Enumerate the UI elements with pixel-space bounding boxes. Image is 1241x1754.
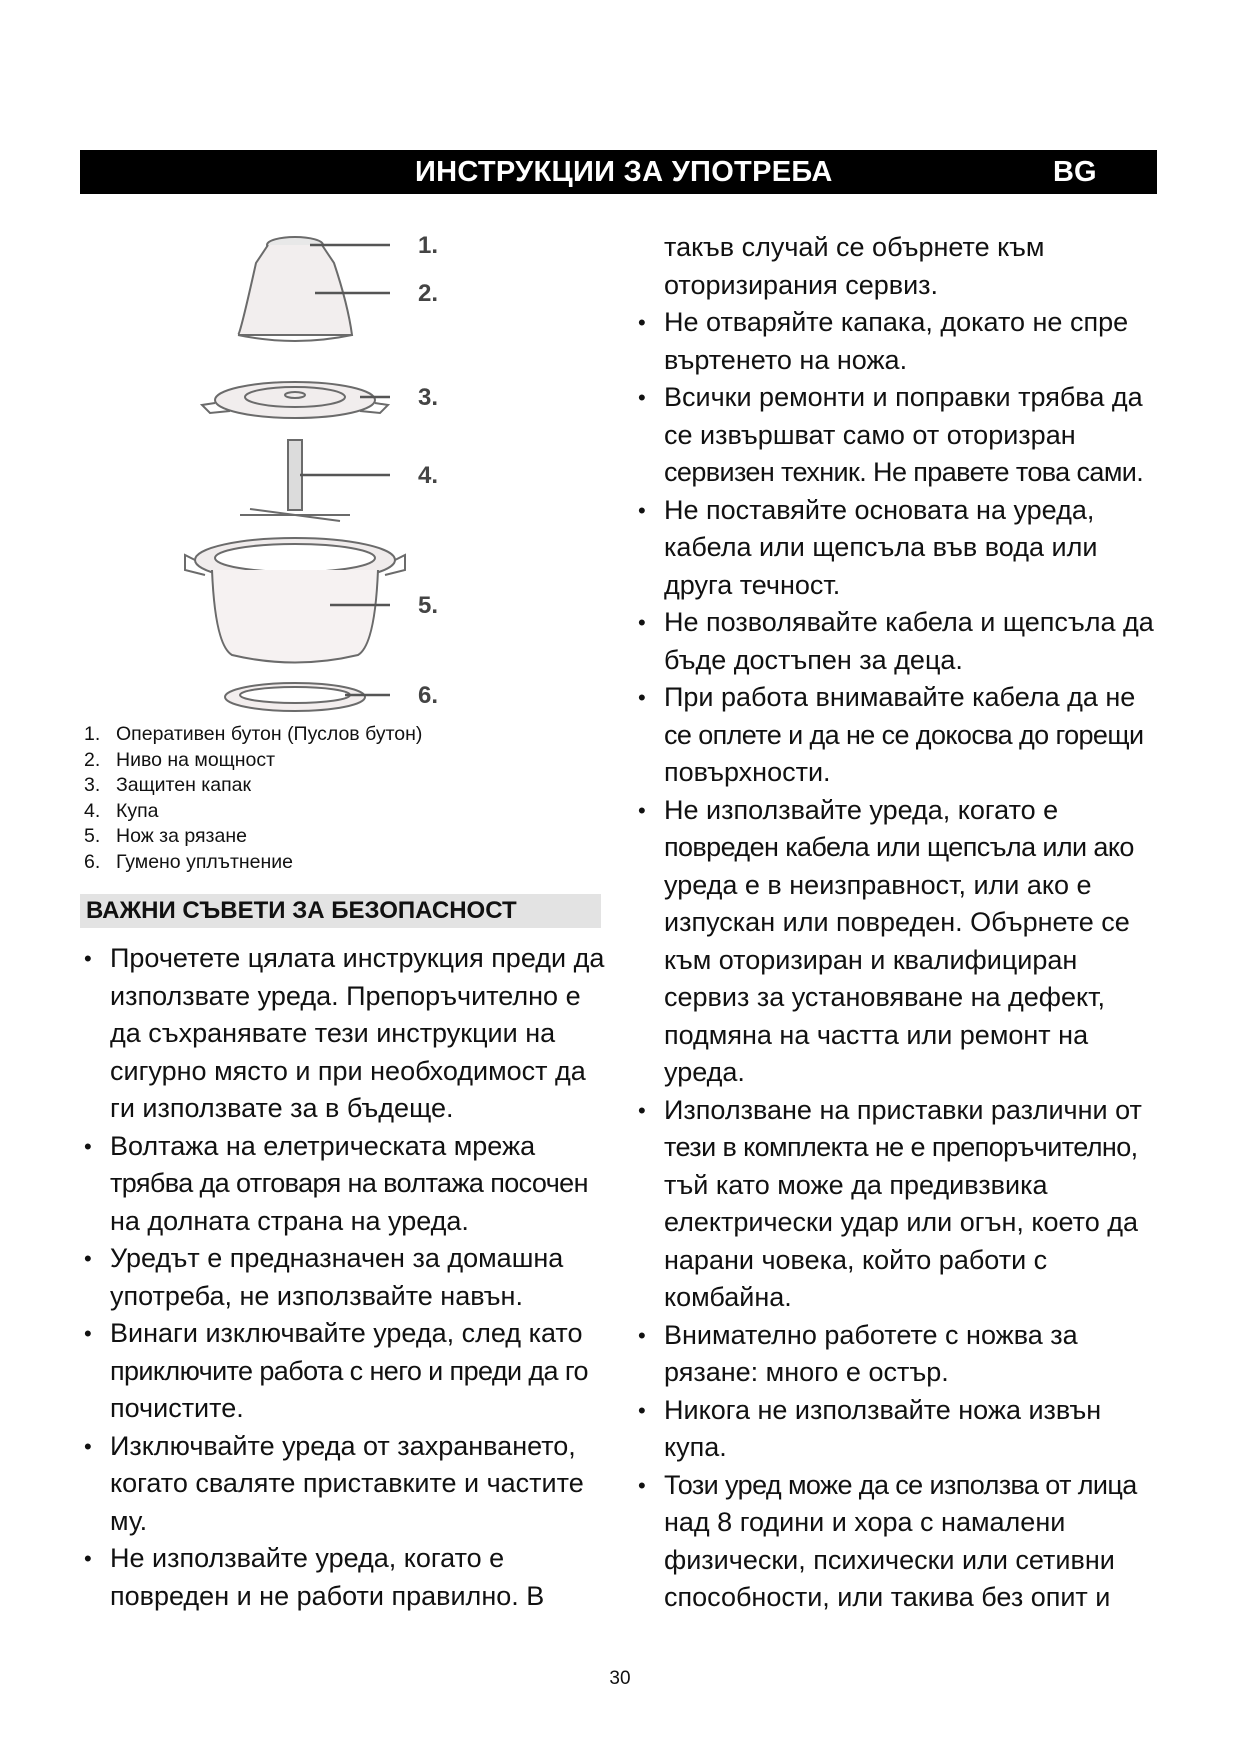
list-item: 6. Гумено уплътнение <box>84 850 293 873</box>
callout-label: 5. <box>418 592 439 619</box>
list-item: • Волтажа на елетрическата мрежа трябва да отговаря на волтажа посочен на долната страна на уреда. <box>82 1128 622 1241</box>
list-item: • Използване на приставки различни от тези в комплекта не е препоръчително, тъй като може да предивзвика електрически удар или огън, което да нарани човека, който работи с комбайна. <box>636 1092 1176 1317</box>
callout-label: 2. <box>418 280 439 307</box>
motor-housing-shape <box>238 245 352 335</box>
list-item: • При работа внимавайте кабела да не се оплете и да не се докосва до горещи повърхности. <box>636 679 1176 792</box>
blade-shaft-shape <box>288 440 302 510</box>
list-item: • Никога не използвайте ножа извън купа. <box>636 1392 1176 1467</box>
list-item: • Не използвайте уреда, когато е повреден и не работи правилно. В <box>82 1540 622 1615</box>
header-bar <box>80 150 1157 194</box>
page-title: ИНСТРУКЦИИ ЗА УПОТРЕБА <box>415 156 833 188</box>
list-item: • Не поставяйте основата на уреда, кабела или щепсъла във вода или друга течност. <box>636 492 1176 605</box>
callout-label: 4. <box>418 462 439 489</box>
list-item: 5. Нож за рязане <box>84 825 247 847</box>
list-item: • Изключвайте уреда от захранването, когато сваляте приставките и частите му. <box>82 1428 622 1541</box>
language-code: BG <box>1053 156 1097 188</box>
bowl-shape <box>212 570 378 663</box>
safety-list-left <box>82 940 622 1615</box>
list-item: • Всички ремонти и поправки трябва да се извършват само от оторизран сервизен техник. Не правете това сами. <box>636 379 1176 492</box>
page-number: 30 <box>609 1668 631 1689</box>
list-item: 3. Защитен капак <box>84 774 252 796</box>
list-item: • Прочетете цялата инструкция преди да използвате уреда. Препоръчително е да съхранявате тези инструкции на сигурно място и при необходимост да ги използвате за в бъдеще. <box>82 940 622 1128</box>
section-heading: ВАЖНИ СЪВЕТИ ЗА БЕЗОПАСНОСТ <box>80 894 601 928</box>
list-item: • Не използвайте уреда, когато е повреден кабела или щепсъла или ако уреда е в неизправност, или ако е изпускан или повреден. Обърнете се към оторизиран и квалифициран сервиз за установяване на дефект, подмяна на частта или ремонт на уреда. <box>636 792 1176 1092</box>
list-item-continuation: такъв случай се обърнете към оторизирания сервиз. <box>664 232 1045 300</box>
list-item: • Не позволявайте кабела и щепсъла да бъде достъпен за деца. <box>636 604 1176 679</box>
list-item: • Този уред може да се използва от лица над 8 години и хора с намалени физически, психически или сетивни способности, или такива без опит и <box>636 1467 1176 1617</box>
list-item: • Внимателно работете с ножва за рязане: много е остър. <box>636 1317 1176 1392</box>
list-item: 4. Купа <box>84 799 159 822</box>
parts-list <box>84 722 584 875</box>
list-item: • Не отваряйте капака, докато не спре въртенето на ножа. <box>636 304 1176 379</box>
list-item: • Винаги изключвайте уреда, след като приключите работа с него и преди да го почистите. <box>82 1315 622 1428</box>
list-item: 2. Ниво на мощност <box>84 748 275 771</box>
product-diagram <box>180 225 510 720</box>
list-item: • Уредът е предназначен за домашна употреба, не използвайте навън. <box>82 1240 622 1315</box>
callout-label: 6. <box>418 682 439 709</box>
list-item: 1. Оперативен бутон (Пуслов бутон) <box>84 723 423 745</box>
callout-label: 1. <box>418 232 439 259</box>
safety-list-right <box>636 229 1176 1617</box>
callout-label: 3. <box>418 384 439 411</box>
